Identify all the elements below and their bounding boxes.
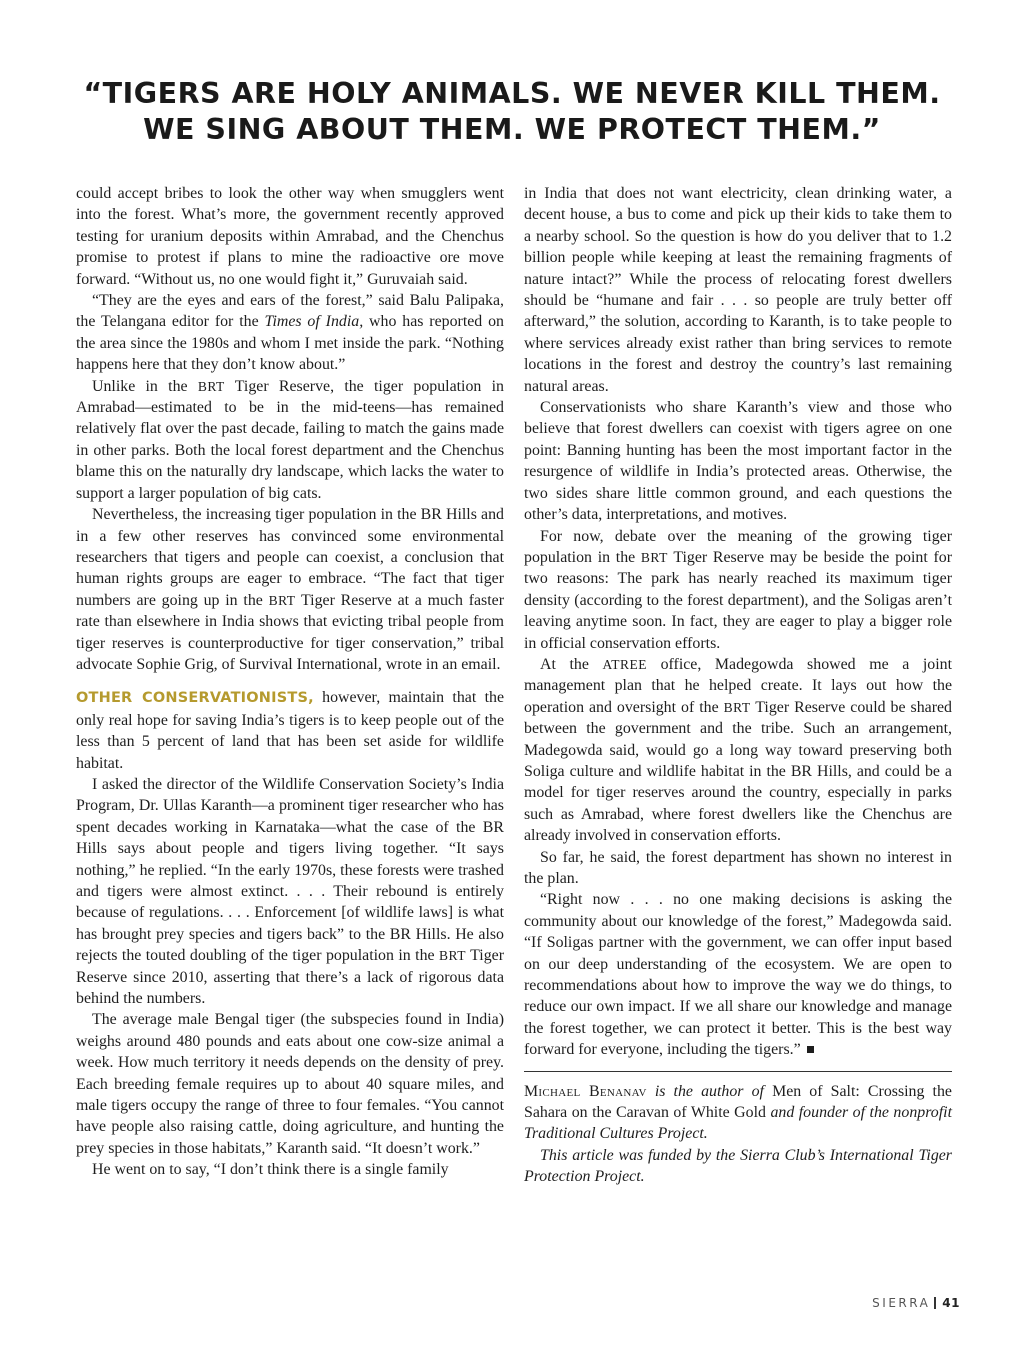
paragraph-text: office, Madegowda showed me a joint management plan that he helped create. It lays out how the operation and oversight of the xyxy=(524,655,952,716)
magazine-name: SIERRA xyxy=(872,1296,931,1310)
funding-text: This article was funded by the Sierra Club’s International Tiger Protection Project. xyxy=(524,1146,952,1186)
section-lead-in: OTHER CONSERVATIONISTS, xyxy=(76,690,314,707)
paragraph-text: “They are the eyes and ears of the forest,” said Balu Palipaka, the Telangana editor for the xyxy=(76,292,504,331)
acronym: BRT xyxy=(640,549,668,565)
paragraph-text: could accept bribes to look the other way when smugglers went into the forest. What’s more, the government recently approved testing for uranium deposits within Amrabad, and the Chenchus promise to protest if plans to mine the radioactive ore move forward. “Without us, no one would fight it,” Guruvaiah said. xyxy=(76,185,504,288)
acronym: BRT xyxy=(268,592,296,608)
section-paragraph xyxy=(76,687,504,774)
paragraph-text: Unlike in the xyxy=(92,377,198,395)
paragraph xyxy=(76,1159,504,1180)
paragraph-text: who has reported on the area since the 1980s and whom I met inside the park. “Nothing happens here that they don’t know about.” xyxy=(76,313,504,374)
paragraph xyxy=(76,774,504,1009)
paragraph-text: I asked the director of the Wildlife Conservation Society’s India Program, Dr. Ullas Karanth—a prominent tiger researcher who has spent decades working in Karnataka—what the case of the BR Hills says about people and tigers living together. “It says nothing,” he replied. “In the early 1970s, these forests were trashed and tigers were almost extinct. . . . Their rebound is entirely because of regulations. . . . Enforcement [of wildlife laws] is what has brought prey species and tigers back” to the BR Hills. He also rejects the touted doubling of the tiger population in the xyxy=(76,775,504,965)
end-of-article-mark xyxy=(807,1046,814,1053)
paragraph-text: Tiger Reserve could be shared between the government and the tribe. Such an arrangement, Madegowda said, would go a long way toward preserving both Soliga culture and wildlife habitat in the BR Hills, and could be a model for tiger reserves around the country, especially in parks such as Amrabad, where forest dwellers like the Chenchus are already involved in conservation efforts. xyxy=(524,698,952,845)
page-number: 41 xyxy=(942,1296,960,1310)
bio-text: and founder of the nonprofit Traditional Cultures Project. xyxy=(524,1104,952,1143)
author-bio xyxy=(524,1081,952,1145)
paragraph xyxy=(76,290,504,376)
book-title: Men of Salt: Crossing the Sahara on the Caravan of White Gold xyxy=(524,1082,952,1122)
paragraph xyxy=(76,183,504,290)
paragraph-text: At the xyxy=(540,655,603,673)
author-name: Michael Benanav xyxy=(524,1082,647,1100)
paragraph-text: Tiger Reserve, the tiger population in Amrabad—estimated to be in the mid-teens—has remained relatively flat over the past decade, failing to match the gains made in other parks. Both the local forest department and the Chenchus blame this on the naturally dry landscape, which lacks the water to support a larger population of big cats. xyxy=(76,377,504,502)
paragraph xyxy=(524,889,952,1060)
paragraph xyxy=(76,1009,504,1159)
pull-quote-line-2: WE SING ABOUT THEM. WE PROTECT THEM.” xyxy=(143,113,881,146)
paragraph xyxy=(524,526,952,654)
paragraph-text: For now, debate over the meaning of the growing tiger population in the xyxy=(524,527,952,566)
paragraph-text: Nevertheless, the increasing tiger population in the BR Hills and in a few other reserves has convinced some environmental researchers that tigers and people can coexist, a conclusion that human rights groups are eager to embrace. “The fact that tiger numbers are going up in the xyxy=(76,506,504,609)
paragraph xyxy=(524,654,952,847)
paragraph-text: Tiger Reserve at a much faster rate than elsewhere in India shows that evicting tribal people from tiger reserves is counterproductive for tiger conservation,” tribal advocate Sophie Grig, of Survival International, wrote in an email. xyxy=(76,591,504,673)
paragraph xyxy=(76,376,504,504)
footer-divider xyxy=(934,1297,936,1309)
left-column xyxy=(76,183,504,1181)
bio-text: is the author of xyxy=(646,1082,773,1100)
acronym: BRT xyxy=(197,378,225,394)
paragraph-text: He went on to say, “I don’t think there is a single family xyxy=(92,1161,449,1179)
pull-quote xyxy=(60,76,964,148)
acronym: ATREE xyxy=(602,656,647,672)
paragraph xyxy=(524,397,952,525)
right-column xyxy=(524,183,952,1188)
publication-title: Times of India, xyxy=(264,313,364,331)
paragraph-text: Tiger Reserve may be beside the point for two reasons: The park has nearly reached its maximum tiger density (according to the forest department), and the Soligas aren’t leaving anytime soon. In fact, they are eager to play a bigger role in official conservation efforts. xyxy=(524,548,952,652)
paragraph-text: “Right now . . . no one making decisions is asking the community about our knowledge of the forest,” Madegowda said. “If Soligas partner with the government, we can offer input based on our deep understanding of the ecosystem. We are open to recommendations about how to improve the way we do things, to reduce our own impact. If we all share our knowledge and manage the forest together, we can protect it better. This is the best way forward for everyone, including the tigers.” xyxy=(524,891,952,1059)
paragraph-text: in India that does not want electricity, clean drinking water, a decent house, a bus to come and pick up their kids to take them to a nearby school. So the question is how do you deliver that to 1.2 billion people while keeping at least the remaining fragments of nature intact?” While the process of relocating forest dwellers should be “humane and fair . . . so people are truly better off afterward,” the solution, according to Karanth, is to take people to where services already exist rather than bring services to remote locations in the forest and destroy the country’s last remaining natural areas. xyxy=(524,185,952,395)
funding-note xyxy=(524,1145,952,1188)
paragraph-text: The average male Bengal tiger (the subspecies found in India) weighs around 480 pounds and eats about one cow-size animal a week. How much territory it needs depends on the density of prey. Each breeding female requires up to about 40 square miles, and male tigers occupy the range of three to four females. “You cannot have people also raising cattle, doing agriculture, and hunting the prey species in those habitats,” Karanth said. “It doesn’t work.” xyxy=(76,1011,504,1157)
acronym: BRT xyxy=(723,699,751,715)
paragraph-text: however, maintain that the only real hope for saving India’s tigers is to keep people out of the less than 5 percent of land that has been set aside for wildlife habitat. xyxy=(76,689,505,772)
acronym: BRT xyxy=(439,948,466,964)
paragraph xyxy=(76,504,504,675)
paragraph xyxy=(524,847,952,890)
pull-quote-line-1: “TIGERS ARE HOLY ANIMALS. WE NEVER KILL THEM. xyxy=(83,77,941,110)
paragraph-text: So far, he said, the forest department has shown no interest in the plan. xyxy=(524,848,952,887)
page-footer xyxy=(872,1296,960,1310)
paragraph xyxy=(524,183,952,397)
paragraph-text: Conservationists who share Karanth’s view and those who believe that forest dwellers can coexist with tigers agree on one point: Banning hunting has been the most important factor in the resurgence of wildlife in India’s protected areas. Otherwise, the two sides share little common ground, and each questions the other’s data, interpretations, and motives. xyxy=(524,399,952,524)
divider xyxy=(524,1071,952,1072)
paragraph-text: Tiger Reserve since 2010, asserting that there’s a lack of rigorous data behind the numbers. xyxy=(76,947,504,1008)
